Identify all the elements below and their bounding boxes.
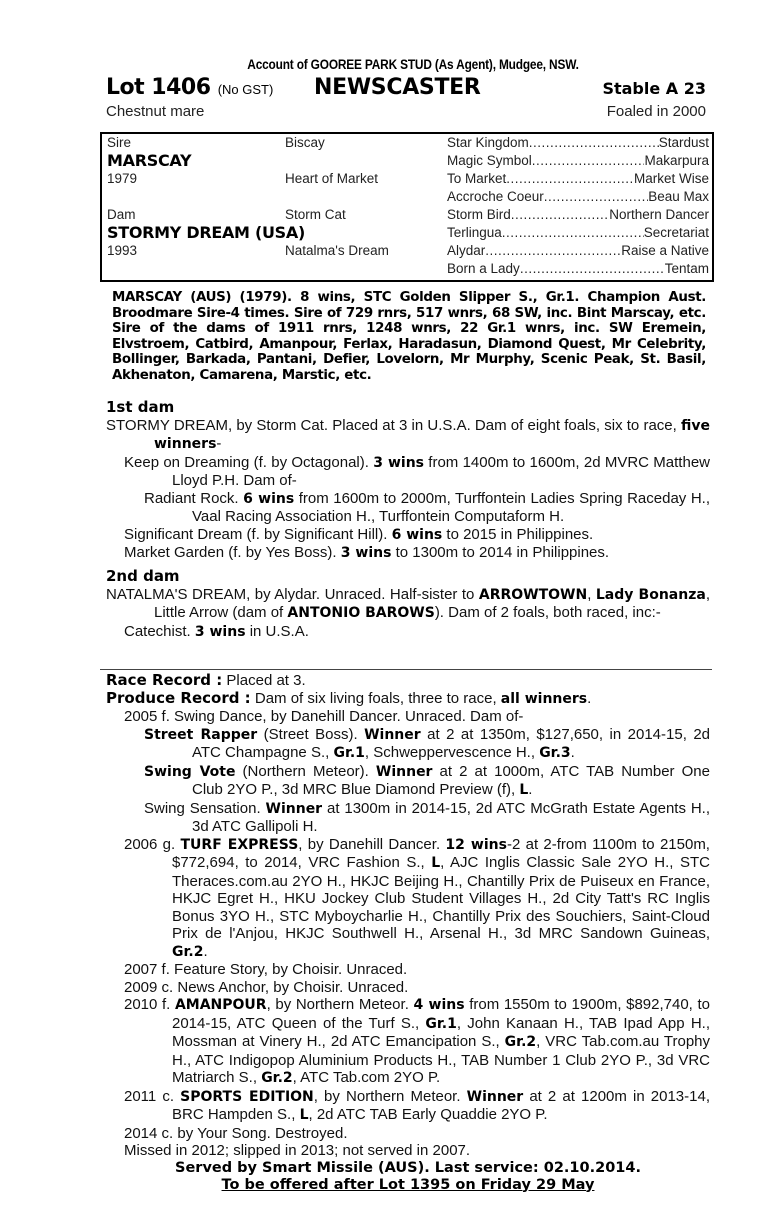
pedigree-table — [100, 132, 714, 282]
lot-number — [106, 76, 273, 102]
grandparent: Natalma's Dream — [285, 243, 389, 258]
sire-label: Sire — [107, 135, 132, 150]
lot-label: Lot 1406 — [106, 75, 211, 100]
pedigree-grandparents — [285, 134, 445, 260]
service-info: Served by Smart Missile (AUS). Last service: 02.10.2014. — [175, 1159, 641, 1176]
spacer — [107, 188, 287, 206]
records-section — [106, 672, 710, 1194]
progeny-item: Keep on Dreaming (f. by Octagonal). 3 wins from 1400m to 1600m, 2d MVRC Matthew Lloyd P.H. Dam of- — [124, 453, 710, 489]
first-dam-section — [106, 399, 710, 563]
dam-year: 1993 — [107, 243, 138, 258]
ancestor-row: To Market ..... Market Wise — [447, 170, 709, 188]
grandparent: Storm Cat — [285, 207, 346, 222]
pedigree-ancestors — [447, 134, 709, 278]
grandparent: Biscay — [285, 135, 325, 150]
breeding-note: Missed in 2012; slipped in 2013; not served in 2007. — [124, 1142, 471, 1159]
race-record: Race Record : Placed at 3. — [106, 671, 306, 689]
horse-description: Chestnut mare — [106, 103, 205, 120]
first-dam-intro: STORMY DREAM, by Storm Cat. Placed at 3 in U.S.A. Dam of eight foals, six to race, five winners- — [106, 416, 710, 452]
progeny-item: Catechist. 3 wins in U.S.A. — [124, 622, 309, 640]
produce-item: 2010 f. AMANPOUR, by Northern Meteor. 4 wins from 1550m to 1900m, $892,740, to 2014-15, ATC Queen of the Turf S., Gr.1, John Kanaan H., TAB Ipad App H., Mossman at Vinery H., 2d ATC Emancipation S., Gr.2, VRC Tab.com.au Trophy H., ATC Indigopop Aluminium Products H., TAB Number 1 Club 2YO P., 3d VRC Matriarch S., Gr.2, ATC Tab.com 2YO P. — [124, 996, 711, 1086]
stable-number: Stable A 23 — [602, 79, 706, 98]
dam-name: STORMY DREAM (USA) — [107, 223, 305, 242]
ancestor-row: Accroche Coeur ..... Beau Max — [447, 188, 709, 206]
produce-item: Street Rapper (Street Boss). Winner at 2 at 1350m, $127,650, in 2014-15, 2d ATC Champagne S., Gr.1, Schweppervescence H., Gr.3. — [144, 725, 711, 761]
produce-item: 2005 f. Swing Dance, by Danehill Dancer. Unraced. Dam of- — [124, 708, 524, 725]
lot-line — [106, 76, 712, 102]
ancestor-row: Born a Lady ..... Tentam — [447, 260, 709, 278]
sire-year: 1979 — [107, 171, 138, 186]
horse-details — [106, 102, 712, 122]
progeny-item: Market Garden (f. by Yes Boss). 3 wins to 1300m to 2014 in Philippines. — [124, 544, 610, 561]
spacer — [285, 188, 445, 206]
progeny-item: Radiant Rock. 6 wins from 1600m to 2000m, Turffontein Ladies Spring Raceday H., Vaal Racing Association H., Turffontein Computaform H. — [144, 489, 710, 525]
sire-name: MARSCAY — [107, 151, 192, 170]
progeny-item: Significant Dream (f. by Significant Hill). 6 wins to 2015 in Philippines. — [124, 525, 594, 543]
second-dam-section — [106, 568, 710, 641]
produce-item: 2011 c. SPORTS EDITION, by Northern Meteor. Winner at 2 at 1200m in 2013-14, BRC Hampden S., L, 2d ATC TAB Early Quaddie 2YO P. — [124, 1087, 710, 1123]
spacer — [285, 152, 445, 170]
produce-item: 2006 g. TURF EXPRESS, by Danehill Dancer. 12 wins-2 at 2-from 1100m to 2150m, $772,694, to 2014, VRC Fashion S., L, AJC Inglis Classic Sale 2YO H., STC Theraces.com.au 2YO H., HKJC Beijing H., Chantilly Prix de Puiseux en France, HKJC Egret H., HKU Jockey Club Student Villages H., 2d City Tatt's RC Inglis Bonus 3YO H., STC Myboycharlie H., Chantilly Prix des Souchiers, Saint-Cloud Prix de l'Anjou, HKJC Southwell H., Arsenal H., 3d MRC Sandown Guineas, Gr.2. — [124, 835, 710, 960]
catalogue-header — [106, 56, 712, 122]
ancestor-row: Star Kingdom ..... Stardust — [447, 134, 709, 152]
foaled-year: Foaled in 2000 — [606, 103, 706, 120]
ancestor-row: Magic Symbol ..... Makarpura — [447, 152, 709, 170]
produce-item: 2007 f. Feature Story, by Choisir. Unraced. — [124, 961, 408, 978]
gst-note: (No GST) — [217, 82, 274, 97]
sire-summary: MARSCAY (AUS) (1979). 8 wins, STC Golden Slipper S., Gr.1. Champion Aust. Broodmare Sire-4 times. Sire of 729 rnrs, 517 wnrs, 68 SW, inc. Bint Marscay, etc. Sire of the dams of 1911 rnrs, 1248 wnrs, 22 Gr.1 wnrs, inc. SW Eremein, Elvstroem, Catbird, Amanpour, Ferlax, Haradasun, Diamond Quest, Mr Celebrity, Bollinger, Barkada, Pantani, Defier, Lovelorn, Mr Murphy, Scenic Peak, St. Basil, Akhenaton, Camarena, Marstic, etc. — [112, 290, 706, 383]
produce-item: 2009 c. News Anchor, by Choisir. Unraced. — [124, 978, 409, 996]
spacer — [285, 224, 445, 242]
produce-item: 2014 c. by Your Song. Destroyed. — [124, 1124, 348, 1142]
second-dam-intro: NATALMA'S DREAM, by Alydar. Unraced. Half-sister to ARROWTOWN, Lady Bonanza, Little Arrow (dam of ANTONIO BAROWS). Dam of 2 foals, both raced, inc:- — [106, 585, 710, 621]
first-dam-heading: 1st dam — [106, 398, 175, 416]
second-dam-heading: 2nd dam — [106, 567, 180, 585]
horse-name: NEWSCASTER — [314, 75, 481, 100]
section-divider — [100, 669, 712, 670]
vendor-account: Account of GOOREE PARK STUD (As Agent), Mudgee, NSW. — [247, 57, 579, 72]
ancestor-row: Terlingua ..... Secretariat — [447, 224, 709, 242]
grandparent: Heart of Market — [285, 171, 379, 186]
ancestor-row: Storm Bird ..... Northern Dancer — [447, 206, 709, 224]
produce-item: Swing Vote (Northern Meteor). Winner at 2 at 1000m, ATC TAB Number One Club 2YO P., 3d MRC Blue Diamond Preview (f), L. — [144, 762, 710, 798]
offering-note: To be offered after Lot 1395 on Friday 29 May — [221, 1176, 595, 1193]
produce-record: Produce Record : Dam of six living foals, three to race, all winners. — [106, 688, 592, 707]
ancestor-row: Alydar ..... Raise a Native — [447, 242, 709, 260]
dam-label: Dam — [107, 207, 136, 222]
produce-item: Swing Sensation. Winner at 1300m in 2014-15, 2d ATC McGrath Estate Agents H., 3d ATC Gallipoli H. — [144, 799, 710, 835]
